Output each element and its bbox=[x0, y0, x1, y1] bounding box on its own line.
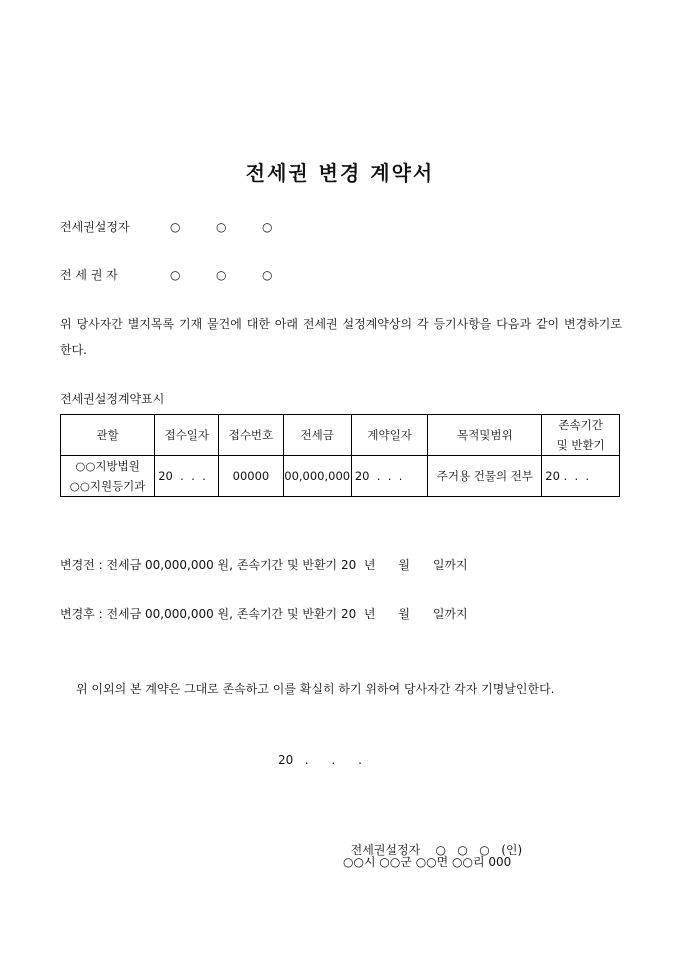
receipt-no-cell: 00000 bbox=[219, 456, 283, 497]
intro-paragraph: 위 당사자간 별지목록 기재 물건에 대한 아래 전세권 설정계약상의 각 등기사항을 다음과 같이 변경하기로 한다. bbox=[60, 317, 622, 357]
party-holder-mark: ○ bbox=[262, 268, 273, 282]
document-title: 전세권 변경 계약서 bbox=[245, 161, 435, 185]
table-caption: 전세권설정계약표시 bbox=[60, 392, 165, 406]
header-cell: 관할 bbox=[61, 415, 155, 456]
party-grantor bbox=[60, 218, 308, 235]
court-cell bbox=[61, 456, 155, 497]
party-holder-mark: ○ bbox=[216, 268, 227, 282]
header-cell: 전세금 bbox=[283, 415, 351, 456]
deposit-cell: 00,000,000 bbox=[283, 456, 351, 497]
party-grantor-mark: ○ bbox=[170, 220, 181, 234]
contract-date-cell: 20 . . . bbox=[351, 456, 428, 497]
table-row bbox=[61, 456, 620, 497]
court-line2: ○○지원등기과 bbox=[69, 479, 146, 493]
closing-paragraph: 위 이외의 본 계약은 그대로 존속하고 이를 확실히 하기 위하여 당사자간 각자 기명날인한다. bbox=[76, 682, 555, 696]
party-grantor-mark: ○ bbox=[262, 220, 273, 234]
registration-table bbox=[60, 414, 620, 497]
scope-cell: 주거용 건물의 전부 bbox=[428, 456, 542, 497]
party-holder bbox=[60, 266, 308, 283]
signer-address: ○○시 ○○군 ○○면 ○○리 000 bbox=[343, 855, 512, 869]
party-grantor-label: 전세권설정자 bbox=[60, 220, 130, 234]
header-period-line2: 및 반환기 bbox=[556, 438, 605, 452]
header-cell: 접수번호 bbox=[219, 415, 283, 456]
header-cell: 접수일자 bbox=[155, 415, 219, 456]
period-cell: 20 . . . bbox=[542, 456, 620, 497]
header-cell: 목적및범위 bbox=[428, 415, 542, 456]
signer-label: 전세권설정자 bbox=[350, 843, 421, 857]
header-period-line1: 존속기간 bbox=[558, 418, 603, 432]
party-holder-label: 전 세 권 자 bbox=[60, 268, 118, 282]
before-change-line: 변경전 : 전세금 00,000,000 원, 존속기간 및 반환기 20 년 월 일까지 bbox=[60, 558, 468, 572]
table-header-row bbox=[61, 415, 620, 456]
party-holder-mark: ○ bbox=[170, 268, 181, 282]
after-change-line: 변경후 : 전세금 00,000,000 원, 존속기간 및 반환기 20 년 월 일까지 bbox=[60, 607, 468, 621]
header-cell-period bbox=[542, 415, 620, 456]
receipt-date-cell: 20 . . . bbox=[155, 456, 219, 497]
court-line1: ○○지방법원 bbox=[75, 459, 140, 473]
date-line: 20 . . . bbox=[278, 753, 362, 767]
party-grantor-mark: ○ bbox=[216, 220, 227, 234]
signer-marks: ○ ○ ○ bbox=[435, 843, 490, 857]
header-cell: 계약일자 bbox=[351, 415, 428, 456]
seal-mark: (인) bbox=[501, 843, 523, 857]
